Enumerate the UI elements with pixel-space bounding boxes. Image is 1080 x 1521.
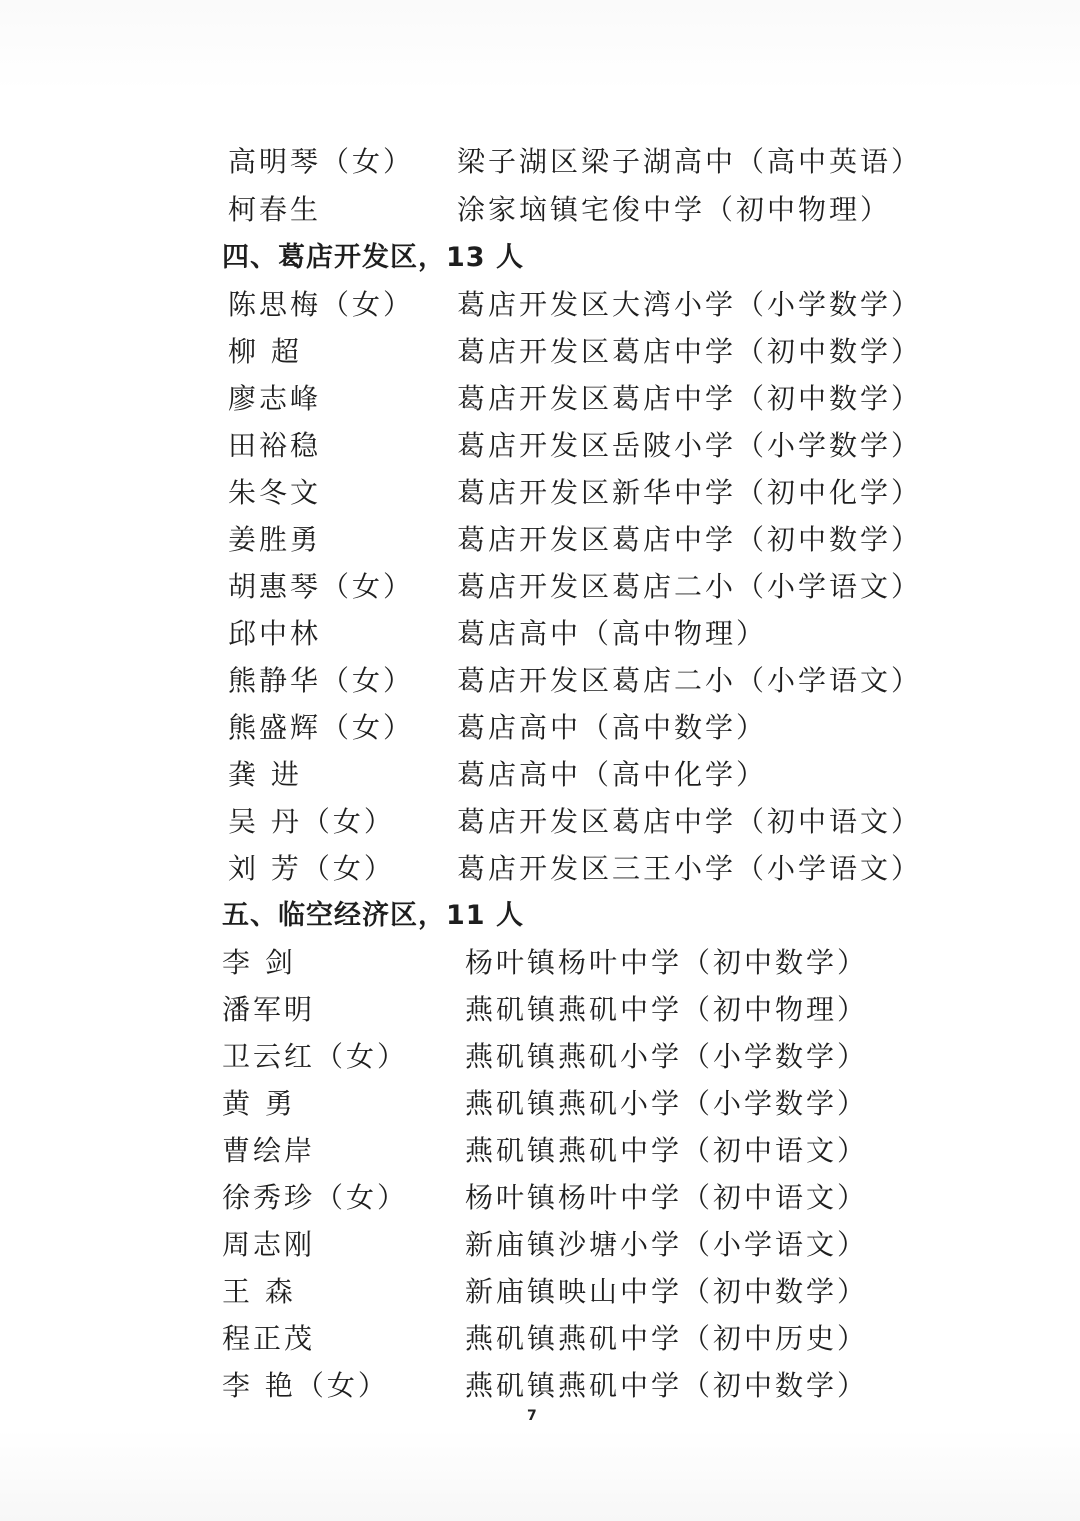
teacher-school: 新庙镇沙塘小学（小学语文） bbox=[465, 1228, 869, 1261]
teacher-name: 熊盛辉（女） bbox=[228, 711, 415, 744]
teacher-name: 刘 芳（女） bbox=[228, 852, 395, 885]
teacher-name: 柯春生 bbox=[228, 193, 322, 226]
teacher-name: 周志刚 bbox=[222, 1228, 316, 1261]
teacher-name: 朱冬文 bbox=[228, 476, 322, 509]
teacher-name: 吴 丹（女） bbox=[228, 805, 395, 838]
teacher-school: 涂家垴镇宅俊中学（初中物理） bbox=[457, 193, 892, 226]
teacher-school: 燕矶镇燕矶中学（初中数学） bbox=[465, 1369, 869, 1402]
teacher-name: 龚 进 bbox=[228, 758, 302, 791]
teacher-school: 葛店高中（高中物理） bbox=[457, 617, 768, 650]
teacher-school: 燕矶镇燕矶小学（小学数学） bbox=[465, 1087, 869, 1120]
teacher-school: 燕矶镇燕矶中学（初中历史） bbox=[465, 1322, 869, 1355]
teacher-name: 田裕稳 bbox=[228, 429, 322, 462]
teacher-name: 潘军明 bbox=[222, 993, 316, 1026]
teacher-school: 燕矶镇燕矶中学（初中物理） bbox=[465, 993, 869, 1026]
teacher-name: 徐秀珍（女） bbox=[222, 1181, 409, 1214]
teacher-school: 葛店开发区葛店中学（初中数学） bbox=[457, 382, 923, 415]
teacher-school: 葛店高中（高中数学） bbox=[457, 711, 768, 744]
teacher-name: 廖志峰 bbox=[228, 382, 322, 415]
teacher-school: 葛店开发区葛店二小（小学语文） bbox=[457, 570, 923, 603]
teacher-name: 高明琴（女） bbox=[228, 145, 415, 178]
teacher-name: 黄 勇 bbox=[222, 1087, 296, 1120]
teacher-school: 燕矶镇燕矶小学（小学数学） bbox=[465, 1040, 869, 1073]
teacher-name: 曹绘岸 bbox=[222, 1134, 316, 1167]
teacher-name: 姜胜勇 bbox=[228, 523, 322, 556]
page-number: 7 bbox=[527, 1408, 537, 1424]
teacher-name: 柳 超 bbox=[228, 335, 302, 368]
teacher-school: 杨叶镇杨叶中学（初中语文） bbox=[465, 1181, 869, 1214]
teacher-name: 程正茂 bbox=[222, 1322, 316, 1355]
teacher-school: 葛店开发区大湾小学（小学数学） bbox=[457, 288, 923, 321]
teacher-name: 胡惠琴（女） bbox=[228, 570, 415, 603]
section-heading: 四、葛店开发区，13 人 bbox=[222, 242, 524, 273]
teacher-school: 葛店开发区葛店二小（小学语文） bbox=[457, 664, 923, 697]
teacher-name: 李 剑 bbox=[222, 946, 296, 979]
teacher-school: 葛店开发区三王小学（小学语文） bbox=[457, 852, 923, 885]
teacher-school: 葛店开发区葛店中学（初中数学） bbox=[457, 523, 923, 556]
teacher-name: 熊静华（女） bbox=[228, 664, 415, 697]
teacher-school: 葛店开发区葛店中学（初中语文） bbox=[457, 805, 923, 838]
teacher-school: 葛店开发区葛店中学（初中数学） bbox=[457, 335, 923, 368]
section-heading: 五、临空经济区，11 人 bbox=[222, 900, 524, 931]
teacher-name: 卫云红（女） bbox=[222, 1040, 409, 1073]
teacher-name: 陈思梅（女） bbox=[228, 288, 415, 321]
teacher-school: 新庙镇映山中学（初中数学） bbox=[465, 1275, 869, 1308]
teacher-school: 葛店开发区岳陂小学（小学数学） bbox=[457, 429, 923, 462]
teacher-school: 梁子湖区梁子湖高中（高中英语） bbox=[457, 145, 923, 178]
teacher-name: 邱中林 bbox=[228, 617, 322, 650]
teacher-name: 王 森 bbox=[222, 1275, 296, 1308]
teacher-school: 葛店高中（高中化学） bbox=[457, 758, 768, 791]
teacher-name: 李 艳（女） bbox=[222, 1369, 389, 1402]
teacher-school: 杨叶镇杨叶中学（初中数学） bbox=[465, 946, 869, 979]
teacher-school: 燕矶镇燕矶中学（初中语文） bbox=[465, 1134, 869, 1167]
teacher-school: 葛店开发区新华中学（初中化学） bbox=[457, 476, 923, 509]
